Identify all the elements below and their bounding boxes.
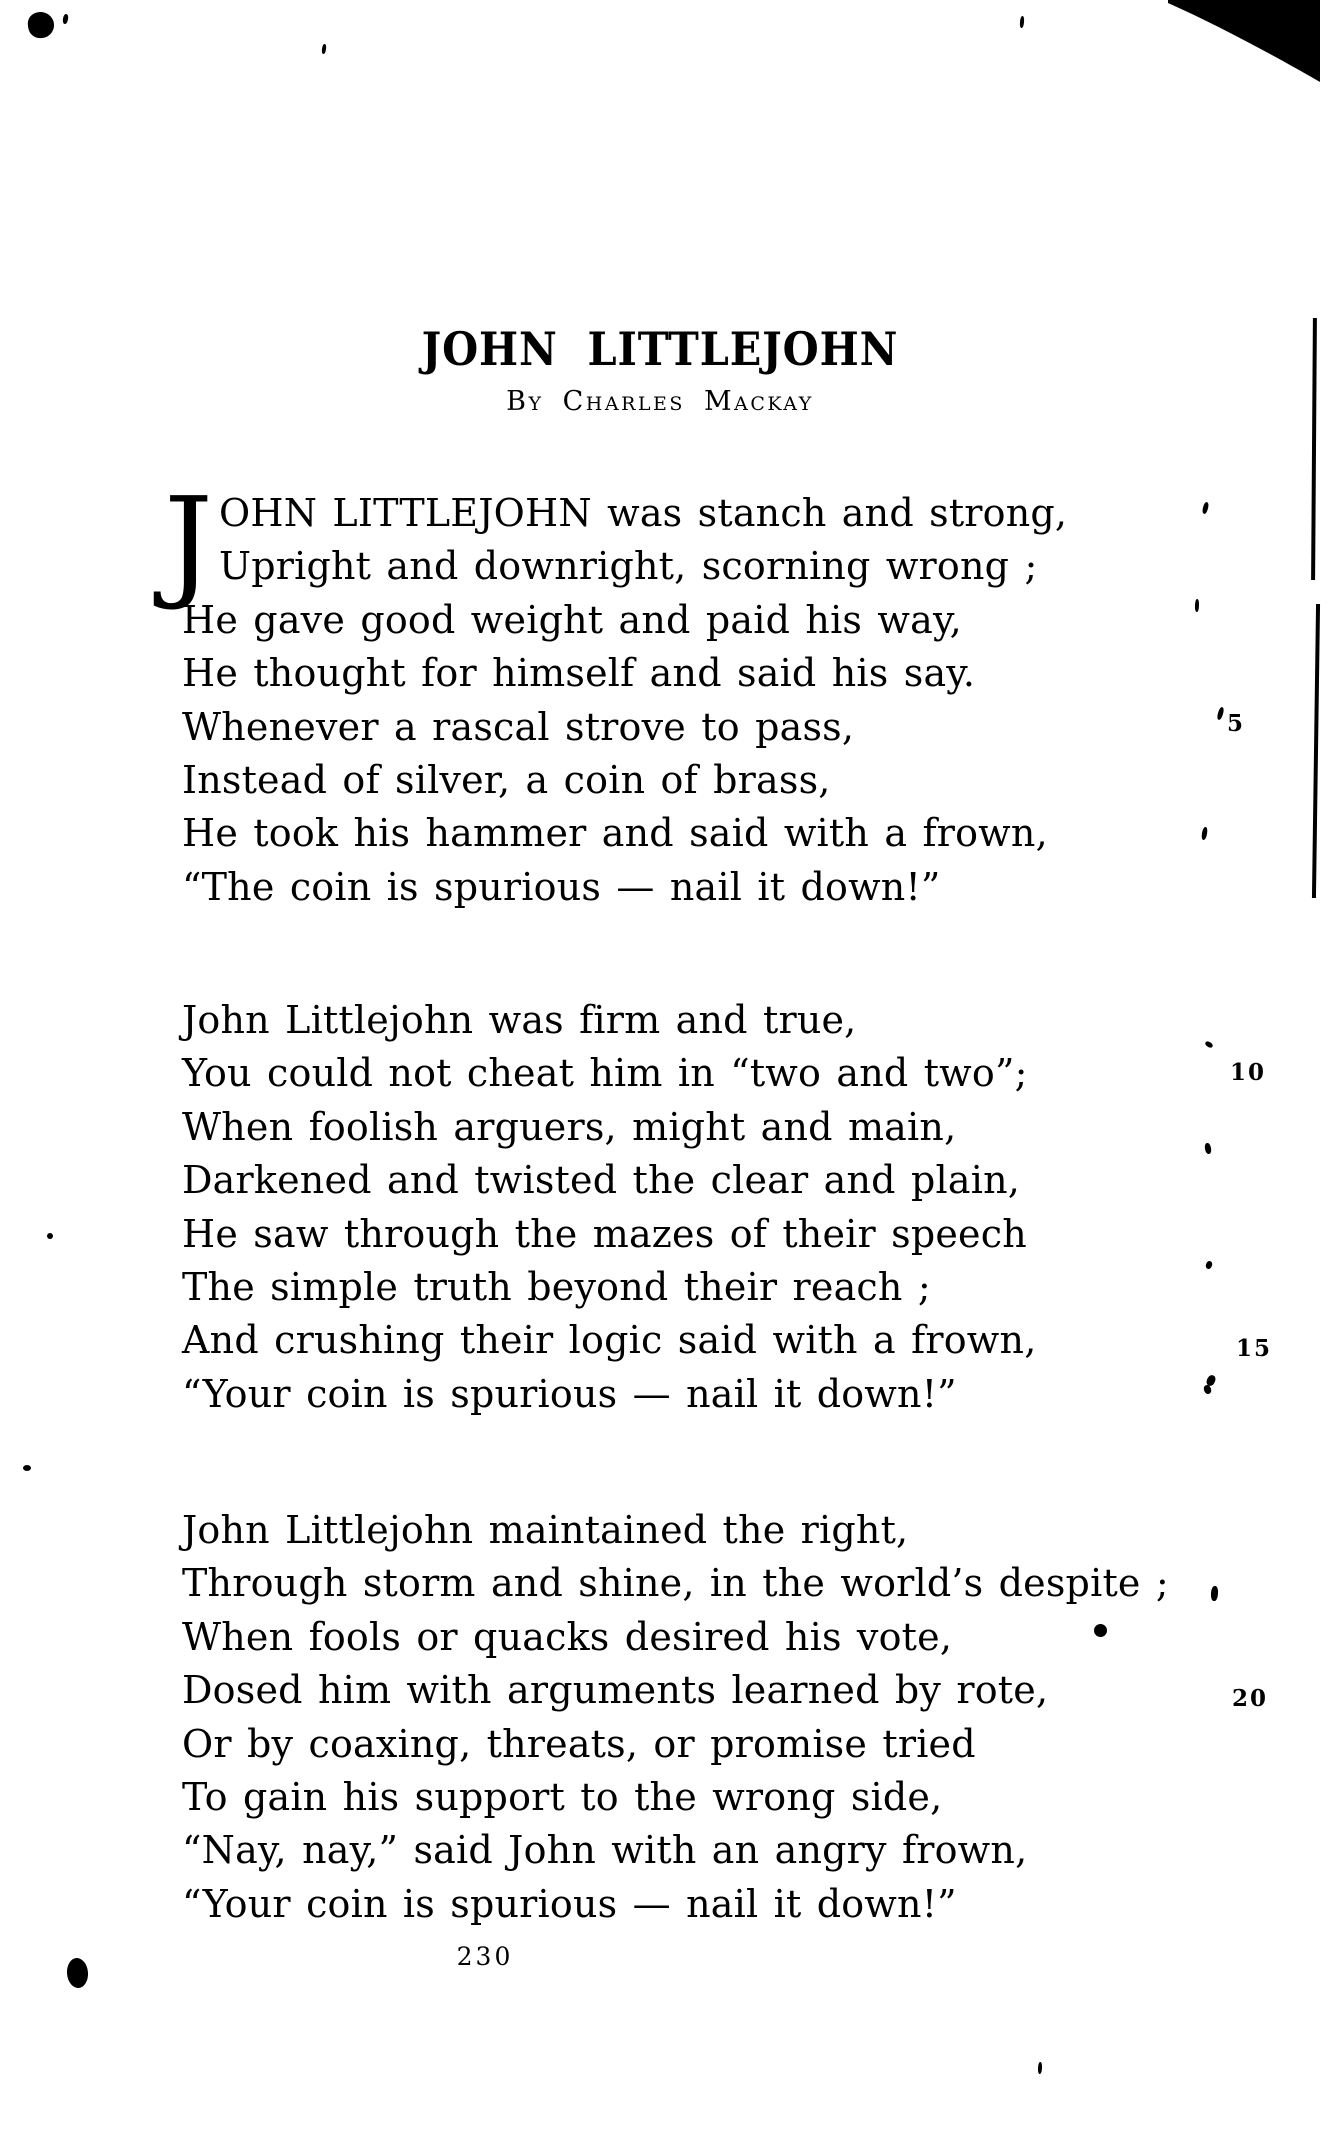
margin-line-number-5: 5: [1227, 710, 1246, 737]
drop-cap-initial: J: [164, 471, 213, 613]
poem-line: OHN LITTLEJOHN was stanch and strong,: [219, 491, 1068, 535]
poem-line: He saw through the mazes of their speech: [182, 1211, 1027, 1256]
ink-speck: [1205, 1260, 1213, 1270]
poem-line: The simple truth beyond their reach ;: [182, 1264, 931, 1309]
ink-speck: [1216, 707, 1224, 721]
poem-line: “Nay, nay,” said John with an angry frown,: [182, 1828, 1028, 1873]
ink-speck: [1019, 16, 1024, 28]
ink-speck: [62, 14, 69, 25]
page-number: 230: [456, 1942, 514, 1971]
poem-line: “Your coin is spurious — nail it down!”: [182, 1371, 957, 1416]
poem-line: Upright and downright, scorning wrong ;: [219, 544, 1038, 589]
ink-speck: [1202, 502, 1210, 515]
poem-line: “The coin is spurious — nail it down!”: [182, 864, 941, 909]
ink-speck: [1204, 1040, 1213, 1048]
ink-speck: [1204, 1143, 1212, 1155]
margin-line-number-10: 10: [1230, 1059, 1267, 1086]
ink-speck: [1038, 2062, 1043, 2074]
ink-blob-bottom-left: [66, 1957, 90, 1989]
poem-line: Or by coaxing, threats, or promise tried: [182, 1721, 976, 1766]
poem-line: Dosed him with arguments learned by rote,: [182, 1668, 1049, 1713]
ink-speck: [47, 1233, 53, 1239]
stanza-2: [182, 994, 1037, 1421]
ink-blob-top-left: [26, 10, 55, 39]
poem-line: When fools or quacks desired his vote,: [182, 1614, 953, 1659]
poem-line: Darkened and twisted the clear and plain,: [182, 1158, 1021, 1203]
poem-line: “Your coin is spurious — nail it down!”: [182, 1881, 957, 1926]
margin-rule-lower: [1312, 604, 1320, 898]
poem-line: John Littlejohn maintained the right,: [182, 1508, 909, 1552]
poem-line: And crushing their logic said with a frown,: [182, 1318, 1037, 1363]
margin-rule-upper: [1311, 318, 1317, 580]
ink-speck: [1210, 1586, 1218, 1601]
poem-line: Through storm and shine, in the world’s despite ;: [182, 1561, 1169, 1606]
ink-speck: [321, 44, 326, 54]
poem-byline: By Charles Mackay: [506, 386, 814, 417]
margin-line-number-20: 20: [1232, 1685, 1269, 1712]
poem-line: He thought for himself and said his say.: [182, 651, 976, 696]
poem-line: You could not cheat him in “two and two”;: [182, 1051, 1028, 1096]
ink-speck: [1195, 599, 1199, 612]
page-corner-shadow: [1160, 0, 1340, 90]
poem-line: When foolish arguers, might and main,: [182, 1104, 957, 1149]
ink-speck: [1201, 827, 1208, 841]
stanza-3: [182, 1504, 1169, 1931]
ink-speck: [23, 1465, 31, 1471]
poem-line: He gave good weight and paid his way,: [182, 597, 962, 642]
margin-line-number-15: 15: [1236, 1335, 1273, 1362]
poem-line: To gain his support to the wrong side,: [182, 1774, 943, 1819]
poem-title: JOHN LITTLEJOHN: [421, 322, 899, 376]
poem-line: John Littlejohn was firm and true,: [182, 998, 857, 1042]
poem-line: Instead of silver, a coin of brass,: [182, 757, 831, 802]
poem-line: Whenever a rascal strove to pass,: [182, 704, 855, 749]
stanza-1: [182, 487, 1067, 914]
poem-line: He took his hammer and said with a frown,: [182, 811, 1048, 856]
